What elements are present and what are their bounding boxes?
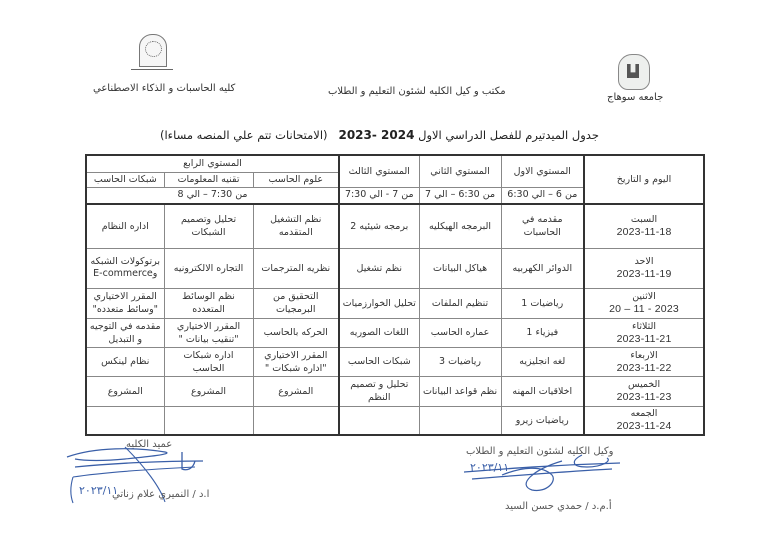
it-course: المشروع	[164, 376, 253, 406]
vice-dean-handwritten-date: ٢٠٢٣/١١	[470, 461, 510, 474]
day-cell	[584, 406, 704, 435]
level3-course: شبكات الحاسب	[339, 347, 419, 376]
day-date: 2023 - 11 – 20	[609, 303, 679, 315]
day-name: الثلاثاء	[631, 320, 657, 332]
faculty-name: كليه الحاسبات و الذكاء الاصطناعي	[93, 83, 236, 94]
vice-dean-title: وكيل الكليه لشئون التعليم و الطلاب	[466, 446, 614, 457]
level4-it-header: تقنيه المعلومات	[164, 172, 253, 187]
it-course: اداره شبكات الحاسب	[164, 347, 253, 376]
page-title	[160, 128, 599, 142]
level1-course: مقدمه في الحاسبات	[501, 204, 584, 248]
day-date: 2023-11-18	[616, 226, 672, 239]
day-name: الاربعاء	[630, 349, 658, 361]
table-row	[86, 288, 704, 318]
level3-header: المستوي الثالث	[339, 155, 419, 187]
level1-course: الدوائر الكهربيه	[501, 248, 584, 288]
level2-course: تنظيم الملفات	[419, 288, 501, 318]
sohag-university-logo-icon	[618, 54, 650, 90]
level1-course: فيزياء 1	[501, 318, 584, 347]
level2-course: نظم قواعد البيانات	[419, 376, 501, 406]
level2-course: رياضيات 3	[419, 347, 501, 376]
level1-course: رياضيات 1	[501, 288, 584, 318]
day-name: الاحد	[634, 256, 654, 267]
day-date: 2023-11-23	[616, 391, 672, 403]
level3-course: اللغات الصوريه	[339, 318, 419, 347]
level4-cs-header: علوم الحاسب	[253, 172, 339, 187]
day-cell	[584, 248, 704, 288]
dean-title: عميد الكليه	[126, 439, 173, 450]
office-name: مكتب و كيل الكليه لشئون التعليم و الطلاب	[328, 86, 506, 97]
cs-course: المقرر الاختياري "اداره شبكات "	[253, 347, 339, 376]
it-course	[164, 406, 253, 435]
level4-header: المستوي الرابع	[86, 155, 339, 172]
title-note: (الامتحانات تتم علي المنصه مساءا)	[160, 128, 328, 142]
level3-course: برمجه شيئيه 2	[339, 204, 419, 248]
cs-course: الحركه بالحاسب	[253, 318, 339, 347]
networks-course: اداره النظام	[86, 204, 164, 248]
faculty-logo-base	[131, 65, 173, 70]
dean-name: ا.د / النميري علام زناتي	[112, 489, 210, 500]
networks-course: المقرر الاختياري "وسائط متعدده"	[86, 288, 164, 318]
title-year: 2023- 2024	[338, 128, 415, 142]
day-name: الخميس	[627, 379, 661, 390]
day-cell	[584, 288, 704, 318]
level2-course: هياكل البيانات	[419, 248, 501, 288]
table-row	[86, 248, 704, 288]
level3-time: من 7 - الي 7:30	[339, 187, 419, 204]
day-date: 2023-11-21	[616, 332, 672, 345]
day-cell	[584, 376, 704, 406]
table-row	[86, 204, 704, 248]
day-cell	[584, 204, 704, 248]
networks-course	[86, 406, 164, 435]
university-name: جامعه سوهاج	[607, 92, 664, 103]
networks-course: نظام لينكس	[86, 347, 164, 376]
day-cell	[584, 347, 704, 376]
level4-networks-header: شبكات الحاسب	[86, 172, 164, 187]
table-row	[86, 376, 704, 406]
header-row-1	[86, 155, 704, 172]
cs-course	[253, 406, 339, 435]
day-cell	[584, 318, 704, 347]
day-name: الاثنين	[632, 291, 656, 302]
level2-time: من 6:30 – الي 7	[419, 187, 501, 204]
table-row	[86, 347, 704, 376]
it-course: التجاره الالكترونيه	[164, 248, 253, 288]
day-date-header: اليوم و التاريخ	[584, 155, 704, 204]
exam-schedule-table	[85, 154, 705, 436]
networks-course: مقدمه في التوجيه و التبديل	[86, 318, 164, 347]
level2-course: عماره الحاسب	[419, 318, 501, 347]
it-course: المقرر الاختياري "تنقيب بيانات "	[164, 318, 253, 347]
level1-course: اخلاقيات المهنه	[501, 376, 584, 406]
level3-course: تحليل و تصميم النظم	[339, 376, 419, 406]
it-course: تحليل وتصميم الشبكات	[164, 204, 253, 248]
day-date: 2023-11-24	[616, 420, 672, 433]
level2-header: المستوي الثاني	[419, 155, 501, 187]
table-row	[86, 318, 704, 347]
level2-course: البرمجه الهيكليه	[419, 204, 501, 248]
title-prefix: جدول الميدتيرم للفصل الدراسي الاول	[418, 128, 599, 142]
table-row	[86, 406, 704, 435]
level3-course: تحليل الخوارزميات	[339, 288, 419, 318]
level4-time: من 7:30 – الي 8	[86, 187, 339, 204]
dean-handwritten-date: ٢٠٢٣/١١	[79, 484, 119, 497]
day-date: 2023-11-19	[616, 268, 672, 280]
level1-time: من 6 – الي 6:30	[501, 187, 584, 204]
level1-course: لغه انجليزيه	[501, 347, 584, 376]
faculty-logo-icon	[139, 34, 167, 67]
cs-course: المشروع	[253, 376, 339, 406]
vice-dean-name: أ.م.د / حمدي حسن السيد	[505, 501, 612, 512]
day-name: السبت	[630, 214, 658, 226]
cs-course: نظريه المترجمات	[253, 248, 339, 288]
level2-course	[419, 406, 501, 435]
cs-course: نظم التشغيل المتقدمه	[253, 204, 339, 248]
networks-course: المشروع	[86, 376, 164, 406]
level3-course: نظم تشغيل	[339, 248, 419, 288]
cs-course: التحقيق من البرمجيات	[253, 288, 339, 318]
day-name: الجمعه	[630, 408, 658, 420]
networks-course: برتوكولات الشبكه وE-commerce	[86, 248, 164, 288]
it-course: نظم الوسائط المتعدده	[164, 288, 253, 318]
level1-course: رياضيات زيرو	[501, 406, 584, 435]
vice-dean-signature-icon	[462, 455, 622, 500]
faculty-logo-caption-icon	[144, 27, 160, 32]
day-date: 2023-11-22	[616, 361, 672, 374]
level1-header: المستوي الاول	[501, 155, 584, 187]
level3-course	[339, 406, 419, 435]
